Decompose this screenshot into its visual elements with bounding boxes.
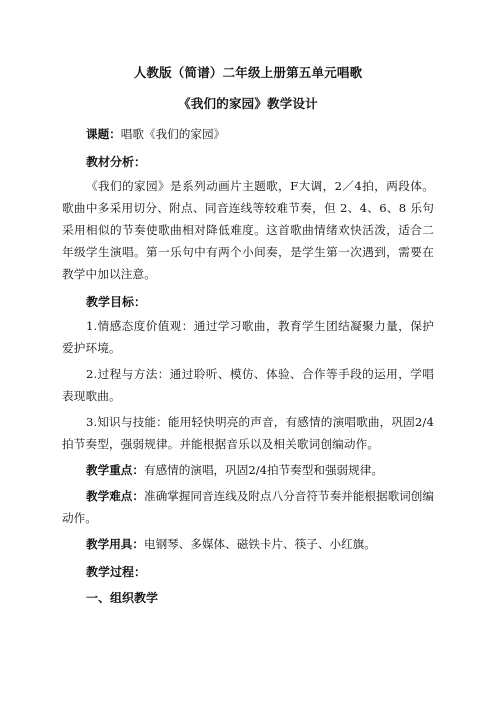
analysis-paragraph: 《我们的家园》是系列动画片主题歌，F大调，2／4拍，两段体。歌曲中多采用切分、附点、同音连线等较难节奏，但 2、4、6、8 乐句采用相似的节奏使歌曲相对降低难度。这首歌曲情绪欢快活泼，适合二年级学生演唱。第一乐句中有两个小间奏，是学生第一次遇到，需要在教学中加以注意。 [62, 179, 434, 281]
difficulty-value: 准确掌握同音连线及附点八分音符节奏并能根据歌词创编动作。 [62, 489, 434, 525]
goal-item-3: 3.知识与技能：能用轻快明亮的声音，有感情的演唱歌曲，巩固2/4拍节奏型，强弱规律。并能根据音乐以及相关歌词创编动作。 [62, 415, 434, 451]
key-point-line [62, 459, 434, 481]
lesson-value: 唱歌《我们的家园》 [120, 127, 226, 141]
goal-item-2: 2.过程与方法：通过聆听、模仿、体验、合作等手段的运用，学唱表现歌曲。 [62, 367, 434, 403]
goal-item-1: 1.情感态度价值观：通过学习歌曲，教育学生团结凝聚力量，保护爱护环境。 [62, 319, 434, 355]
step-1-heading: 一、组织教学 [86, 591, 159, 605]
tools-label: 教学用具： [86, 537, 144, 551]
tools-line [62, 533, 434, 555]
tools-value: 电钢琴、多媒体、磁铁卡片、筷子、小红旗。 [143, 537, 376, 551]
document-subtitle: 《我们的家园》教学设计 [178, 96, 318, 111]
goals-heading: 教学目标： [86, 295, 147, 309]
document-content [62, 64, 434, 611]
process-heading: 教学过程： [86, 565, 147, 579]
analysis-heading: 教材分析： [86, 155, 147, 169]
lesson-line [62, 123, 434, 145]
document-title: 人教版（简谱）二年级上册第五单元唱歌 [133, 65, 363, 80]
difficulty-label: 教学难点： [86, 489, 144, 503]
difficulty-line [62, 485, 434, 529]
key-point-value: 有感情的演唱，巩固2/4拍节奏型和强弱规律。 [143, 463, 383, 477]
key-point-label: 教学重点： [86, 463, 144, 477]
lesson-label: 课题： [86, 127, 121, 141]
